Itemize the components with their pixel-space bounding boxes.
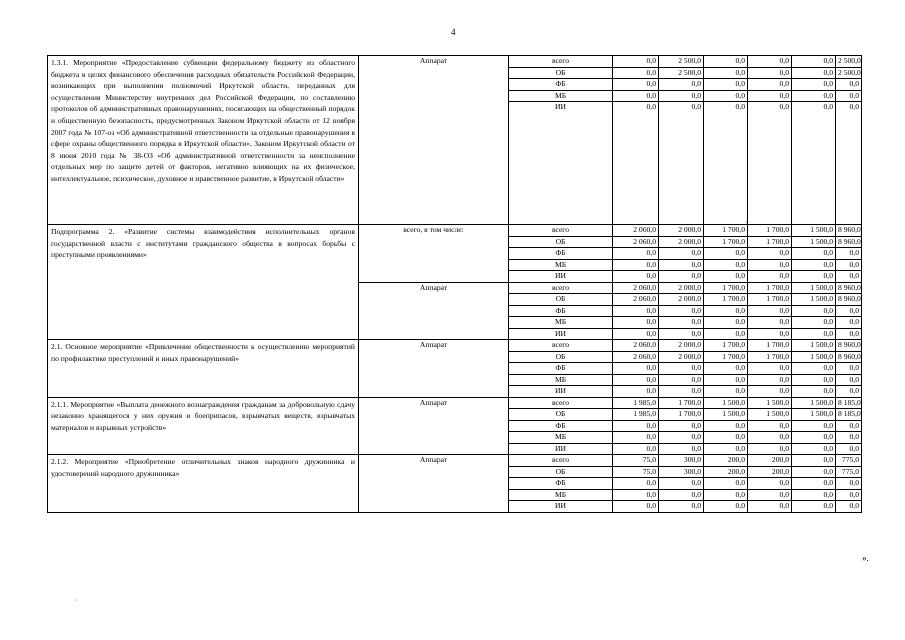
funding-source-cell: МБ bbox=[509, 489, 613, 501]
amount-cell: 0,0 bbox=[748, 328, 792, 340]
amount-cell: 0,0 bbox=[659, 90, 704, 102]
amount-cell: 8 960,0 bbox=[836, 351, 862, 363]
executor-cell: Аппарат bbox=[359, 455, 509, 513]
amount-cell: 0,0 bbox=[792, 501, 836, 513]
amount-cell: 0,0 bbox=[659, 271, 704, 283]
amount-cell: 2 500,0 bbox=[659, 67, 704, 79]
executor-cell: Аппарат bbox=[359, 282, 509, 340]
amount-cell: 0,0 bbox=[836, 374, 862, 386]
amount-cell: 1 500,0 bbox=[792, 351, 836, 363]
amount-cell: 2 060,0 bbox=[613, 225, 659, 237]
amount-cell: 0,0 bbox=[836, 259, 862, 271]
amount-cell: 0,0 bbox=[792, 363, 836, 375]
amount-cell: 1 985,0 bbox=[613, 409, 659, 421]
amount-cell: 0,0 bbox=[792, 90, 836, 102]
funding-source-cell: ОБ bbox=[509, 409, 613, 421]
amount-cell: 0,0 bbox=[836, 90, 862, 102]
amount-cell: 1 700,0 bbox=[704, 294, 748, 306]
funding-source-cell: ОБ bbox=[509, 294, 613, 306]
amount-cell: 0,0 bbox=[613, 79, 659, 91]
funding-source-cell: ИИ bbox=[509, 443, 613, 455]
amount-cell: 0,0 bbox=[792, 374, 836, 386]
amount-cell: 0,0 bbox=[836, 271, 862, 283]
amount-cell: 0,0 bbox=[748, 363, 792, 375]
amount-cell: 2 060,0 bbox=[613, 351, 659, 363]
amount-cell: 1 700,0 bbox=[704, 340, 748, 352]
amount-cell: 1 700,0 bbox=[748, 282, 792, 294]
table-row bbox=[48, 340, 862, 352]
amount-cell: 0,0 bbox=[792, 102, 836, 225]
scan-speck: · bbox=[75, 596, 78, 605]
funding-source-cell: всего bbox=[509, 397, 613, 409]
funding-source-cell: ИИ bbox=[509, 271, 613, 283]
amount-cell: 0,0 bbox=[792, 305, 836, 317]
page-number: 4 bbox=[451, 27, 456, 37]
amount-cell: 2 000,0 bbox=[659, 351, 704, 363]
amount-cell: 8 960,0 bbox=[836, 236, 862, 248]
amount-cell: 0,0 bbox=[613, 317, 659, 329]
amount-cell: 0,0 bbox=[704, 317, 748, 329]
amount-cell: 0,0 bbox=[836, 328, 862, 340]
amount-cell: 0,0 bbox=[704, 420, 748, 432]
amount-cell: 75,0 bbox=[613, 466, 659, 478]
amount-cell: 1 500,0 bbox=[792, 282, 836, 294]
executor-cell: Аппарат bbox=[359, 56, 509, 225]
table-row bbox=[48, 56, 862, 68]
executor-cell: Аппарат bbox=[359, 397, 509, 455]
amount-cell: 0,0 bbox=[836, 501, 862, 513]
amount-cell: 2 060,0 bbox=[613, 236, 659, 248]
amount-cell: 0,0 bbox=[613, 259, 659, 271]
amount-cell: 0,0 bbox=[704, 501, 748, 513]
amount-cell: 0,0 bbox=[613, 248, 659, 260]
amount-cell: 0,0 bbox=[613, 386, 659, 398]
activity-name-cell: Подпрограмма 2. «Развитие системы взаимодействия исполнительных органов государственной власти с институтами гражданского общества в вопросах борьбы с преступными проявлениями» bbox=[48, 225, 359, 340]
amount-cell: 0,0 bbox=[748, 102, 792, 225]
amount-cell: 1 700,0 bbox=[659, 397, 704, 409]
amount-cell: 2 500,0 bbox=[836, 56, 862, 68]
amount-cell: 0,0 bbox=[659, 305, 704, 317]
amount-cell: 0,0 bbox=[748, 90, 792, 102]
amount-cell: 0,0 bbox=[659, 478, 704, 490]
amount-cell: 0,0 bbox=[704, 79, 748, 91]
amount-cell: 8 960,0 bbox=[836, 225, 862, 237]
amount-cell: 0,0 bbox=[792, 443, 836, 455]
amount-cell: 1 700,0 bbox=[704, 236, 748, 248]
amount-cell: 1 985,0 bbox=[613, 397, 659, 409]
amount-cell: 1 700,0 bbox=[748, 351, 792, 363]
amount-cell: 0,0 bbox=[748, 67, 792, 79]
amount-cell: 0,0 bbox=[748, 317, 792, 329]
amount-cell: 8 960,0 bbox=[836, 340, 862, 352]
amount-cell: 0,0 bbox=[748, 248, 792, 260]
amount-cell: 0,0 bbox=[836, 420, 862, 432]
amount-cell: 0,0 bbox=[659, 374, 704, 386]
amount-cell: 0,0 bbox=[659, 248, 704, 260]
amount-cell: 1 700,0 bbox=[704, 282, 748, 294]
amount-cell: 0,0 bbox=[748, 432, 792, 444]
amount-cell: 300,0 bbox=[659, 466, 704, 478]
amount-cell: 75,0 bbox=[613, 455, 659, 467]
amount-cell: 1 700,0 bbox=[748, 340, 792, 352]
amount-cell: 1 700,0 bbox=[704, 351, 748, 363]
amount-cell: 200,0 bbox=[704, 466, 748, 478]
scan-speck: · bbox=[745, 218, 748, 227]
amount-cell: 0,0 bbox=[792, 386, 836, 398]
amount-cell: 2 000,0 bbox=[659, 282, 704, 294]
funding-source-cell: всего bbox=[509, 340, 613, 352]
amount-cell: 0,0 bbox=[613, 443, 659, 455]
amount-cell: 8 960,0 bbox=[836, 294, 862, 306]
amount-cell: 0,0 bbox=[836, 248, 862, 260]
funding-source-cell: МБ bbox=[509, 90, 613, 102]
amount-cell: 0,0 bbox=[659, 363, 704, 375]
amount-cell: 0,0 bbox=[792, 259, 836, 271]
amount-cell: 0,0 bbox=[748, 443, 792, 455]
amount-cell: 2 000,0 bbox=[659, 294, 704, 306]
funding-source-cell: всего bbox=[509, 225, 613, 237]
amount-cell: 0,0 bbox=[792, 432, 836, 444]
amount-cell: 0,0 bbox=[836, 432, 862, 444]
amount-cell: 0,0 bbox=[613, 478, 659, 490]
amount-cell: 0,0 bbox=[792, 317, 836, 329]
amount-cell: 0,0 bbox=[704, 363, 748, 375]
amount-cell: 0,0 bbox=[704, 102, 748, 225]
amount-cell: 200,0 bbox=[748, 455, 792, 467]
amount-cell: 1 500,0 bbox=[748, 397, 792, 409]
amount-cell: 0,0 bbox=[659, 259, 704, 271]
funding-source-cell: МБ bbox=[509, 374, 613, 386]
amount-cell: 0,0 bbox=[659, 79, 704, 91]
amount-cell: 0,0 bbox=[659, 501, 704, 513]
amount-cell: 1 500,0 bbox=[704, 409, 748, 421]
amount-cell: 300,0 bbox=[659, 455, 704, 467]
amount-cell: 1 700,0 bbox=[704, 225, 748, 237]
amount-cell: 0,0 bbox=[613, 420, 659, 432]
amount-cell: 0,0 bbox=[659, 489, 704, 501]
amount-cell: 1 500,0 bbox=[792, 294, 836, 306]
amount-cell: 1 500,0 bbox=[792, 340, 836, 352]
funding-source-cell: ФБ bbox=[509, 305, 613, 317]
amount-cell: 0,0 bbox=[748, 478, 792, 490]
amount-cell: 0,0 bbox=[704, 432, 748, 444]
amount-cell: 0,0 bbox=[836, 386, 862, 398]
amount-cell: 0,0 bbox=[704, 374, 748, 386]
funding-source-cell: ФБ bbox=[509, 363, 613, 375]
amount-cell: 0,0 bbox=[704, 271, 748, 283]
amount-cell: 0,0 bbox=[748, 420, 792, 432]
amount-cell: 0,0 bbox=[704, 443, 748, 455]
amount-cell: 0,0 bbox=[613, 374, 659, 386]
amount-cell: 1 700,0 bbox=[748, 225, 792, 237]
amount-cell: 0,0 bbox=[836, 79, 862, 91]
amount-cell: 0,0 bbox=[704, 56, 748, 68]
amount-cell: 0,0 bbox=[613, 328, 659, 340]
funding-source-cell: МБ bbox=[509, 317, 613, 329]
funding-source-cell: ФБ bbox=[509, 248, 613, 260]
amount-cell: 0,0 bbox=[748, 271, 792, 283]
table-row bbox=[48, 397, 862, 409]
funding-source-cell: МБ bbox=[509, 259, 613, 271]
funding-source-cell: ИИ bbox=[509, 386, 613, 398]
amount-cell: 0,0 bbox=[659, 317, 704, 329]
amount-cell: 0,0 bbox=[748, 56, 792, 68]
closing-quote-mark: ». bbox=[862, 553, 869, 563]
activity-name-cell: 2.1.2. Мероприятие «Приобретение отличительных знаков народного дружинника и удостоверений народного дружинника» bbox=[48, 455, 359, 513]
amount-cell: 8 960,0 bbox=[836, 282, 862, 294]
amount-cell: 0,0 bbox=[704, 305, 748, 317]
amount-cell: 0,0 bbox=[613, 363, 659, 375]
amount-cell: 0,0 bbox=[792, 455, 836, 467]
amount-cell: 1 700,0 bbox=[659, 409, 704, 421]
activity-name-cell: 2.1.1. Мероприятие «Выплата денежного вознаграждения гражданам за добровольную сдачу незаконно хранящегося у них оружия и боеприпасов, взрывчатых веществ, взрывчатых материалов и взрывных устройств» bbox=[48, 397, 359, 455]
amount-cell: 1 500,0 bbox=[792, 397, 836, 409]
amount-cell: 2 060,0 bbox=[613, 282, 659, 294]
funding-source-cell: всего bbox=[509, 455, 613, 467]
amount-cell: 0,0 bbox=[613, 432, 659, 444]
amount-cell: 0,0 bbox=[613, 305, 659, 317]
funding-source-cell: МБ bbox=[509, 432, 613, 444]
amount-cell: 0,0 bbox=[659, 328, 704, 340]
financing-table-wrapper bbox=[47, 55, 861, 513]
amount-cell: 0,0 bbox=[659, 420, 704, 432]
amount-cell: 2 500,0 bbox=[836, 67, 862, 79]
amount-cell: 0,0 bbox=[792, 420, 836, 432]
amount-cell: 0,0 bbox=[659, 102, 704, 225]
amount-cell: 0,0 bbox=[659, 432, 704, 444]
amount-cell: 0,0 bbox=[748, 305, 792, 317]
funding-source-cell: ОБ bbox=[509, 466, 613, 478]
activity-name-cell: 2.1. Основное мероприятие «Привлечение общественности к осуществлению мероприятий по профилактике преступлений и иных правонарушений» bbox=[48, 340, 359, 398]
amount-cell: 0,0 bbox=[704, 248, 748, 260]
amount-cell: 0,0 bbox=[659, 386, 704, 398]
amount-cell: 0,0 bbox=[748, 259, 792, 271]
amount-cell: 0,0 bbox=[748, 386, 792, 398]
activity-name-cell: 1.3.1. Мероприятие «Предоставление субвенции федеральному бюджету из областного бюджета в целях финансового обеспечения расходных обязательств Российской Федерации, возникающих при выполнении полномочий Иркутской области, переданных для осуществления Министерству внутренних дел Российской Федерации, по составлению протоколов об административных правонарушениях, посягающих на общественный порядок и общественную безопасность, предусмотренных Законом Иркутской области от 12 ноября 2007 года № 107-оз «Об административной ответственности за отдельные правонарушения в сфере охраны общественного порядка в Иркутской области», Законом Иркутской области от 8 июня 2010 года № 38-ОЗ «Об административной ответственности за неисполнение отдельных мер по защите детей от факторов, негативно влияющих на их физическое, интеллектуальное, психическое, духовное и нравственное развитие, в Иркутской области» bbox=[48, 56, 359, 225]
amount-cell: 0,0 bbox=[704, 259, 748, 271]
amount-cell: 2 000,0 bbox=[659, 225, 704, 237]
funding-source-cell: ФБ bbox=[509, 79, 613, 91]
amount-cell: 0,0 bbox=[836, 102, 862, 225]
amount-cell: 775,0 bbox=[836, 455, 862, 467]
amount-cell: 8 185,0 bbox=[836, 397, 862, 409]
amount-cell: 0,0 bbox=[613, 56, 659, 68]
amount-cell: 1 700,0 bbox=[748, 236, 792, 248]
funding-source-cell: ОБ bbox=[509, 351, 613, 363]
funding-source-cell: ИИ bbox=[509, 328, 613, 340]
amount-cell: 0,0 bbox=[748, 374, 792, 386]
amount-cell: 0,0 bbox=[613, 489, 659, 501]
amount-cell: 200,0 bbox=[704, 455, 748, 467]
amount-cell: 2 000,0 bbox=[659, 340, 704, 352]
funding-source-cell: ФБ bbox=[509, 420, 613, 432]
amount-cell: 1 500,0 bbox=[792, 409, 836, 421]
amount-cell: 0,0 bbox=[748, 79, 792, 91]
amount-cell: 0,0 bbox=[792, 328, 836, 340]
amount-cell: 0,0 bbox=[613, 501, 659, 513]
amount-cell: 1 500,0 bbox=[748, 409, 792, 421]
amount-cell: 0,0 bbox=[613, 102, 659, 225]
amount-cell: 0,0 bbox=[792, 56, 836, 68]
table-row bbox=[48, 225, 862, 237]
amount-cell: 0,0 bbox=[704, 386, 748, 398]
amount-cell: 0,0 bbox=[704, 90, 748, 102]
amount-cell: 2 000,0 bbox=[659, 236, 704, 248]
amount-cell: 0,0 bbox=[836, 317, 862, 329]
table-body bbox=[48, 56, 862, 513]
amount-cell: 0,0 bbox=[836, 489, 862, 501]
amount-cell: 0,0 bbox=[836, 363, 862, 375]
amount-cell: 0,0 bbox=[792, 271, 836, 283]
amount-cell: 0,0 bbox=[613, 67, 659, 79]
funding-source-cell: ОБ bbox=[509, 67, 613, 79]
amount-cell: 0,0 bbox=[836, 478, 862, 490]
amount-cell: 0,0 bbox=[704, 478, 748, 490]
amount-cell: 0,0 bbox=[792, 489, 836, 501]
amount-cell: 0,0 bbox=[792, 466, 836, 478]
funding-source-cell: ИИ bbox=[509, 102, 613, 225]
amount-cell: 1 700,0 bbox=[748, 294, 792, 306]
amount-cell: 0,0 bbox=[792, 67, 836, 79]
amount-cell: 0,0 bbox=[704, 67, 748, 79]
funding-source-cell: ИИ bbox=[509, 501, 613, 513]
funding-source-cell: ФБ bbox=[509, 478, 613, 490]
amount-cell: 0,0 bbox=[704, 489, 748, 501]
amount-cell: 1 500,0 bbox=[792, 236, 836, 248]
executor-cell: Аппарат bbox=[359, 340, 509, 398]
amount-cell: 0,0 bbox=[836, 305, 862, 317]
amount-cell: 0,0 bbox=[792, 248, 836, 260]
amount-cell: 775,0 bbox=[836, 466, 862, 478]
funding-source-cell: всего bbox=[509, 282, 613, 294]
amount-cell: 1 500,0 bbox=[792, 225, 836, 237]
amount-cell: 2 500,0 bbox=[659, 56, 704, 68]
funding-source-cell: всего bbox=[509, 56, 613, 68]
funding-source-cell: ОБ bbox=[509, 236, 613, 248]
table-row bbox=[48, 455, 862, 467]
amount-cell: 200,0 bbox=[748, 466, 792, 478]
amount-cell: 0,0 bbox=[792, 79, 836, 91]
amount-cell: 0,0 bbox=[613, 271, 659, 283]
amount-cell: 8 185,0 bbox=[836, 409, 862, 421]
financing-table bbox=[47, 55, 862, 513]
amount-cell: 0,0 bbox=[613, 90, 659, 102]
executor-cell: всего, в том числе: bbox=[359, 225, 509, 283]
amount-cell: 2 060,0 bbox=[613, 294, 659, 306]
amount-cell: 1 500,0 bbox=[704, 397, 748, 409]
amount-cell: 0,0 bbox=[704, 328, 748, 340]
amount-cell: 2 060,0 bbox=[613, 340, 659, 352]
amount-cell: 0,0 bbox=[748, 489, 792, 501]
amount-cell: 0,0 bbox=[748, 501, 792, 513]
amount-cell: 0,0 bbox=[659, 443, 704, 455]
amount-cell: 0,0 bbox=[792, 478, 836, 490]
amount-cell: 0,0 bbox=[836, 443, 862, 455]
